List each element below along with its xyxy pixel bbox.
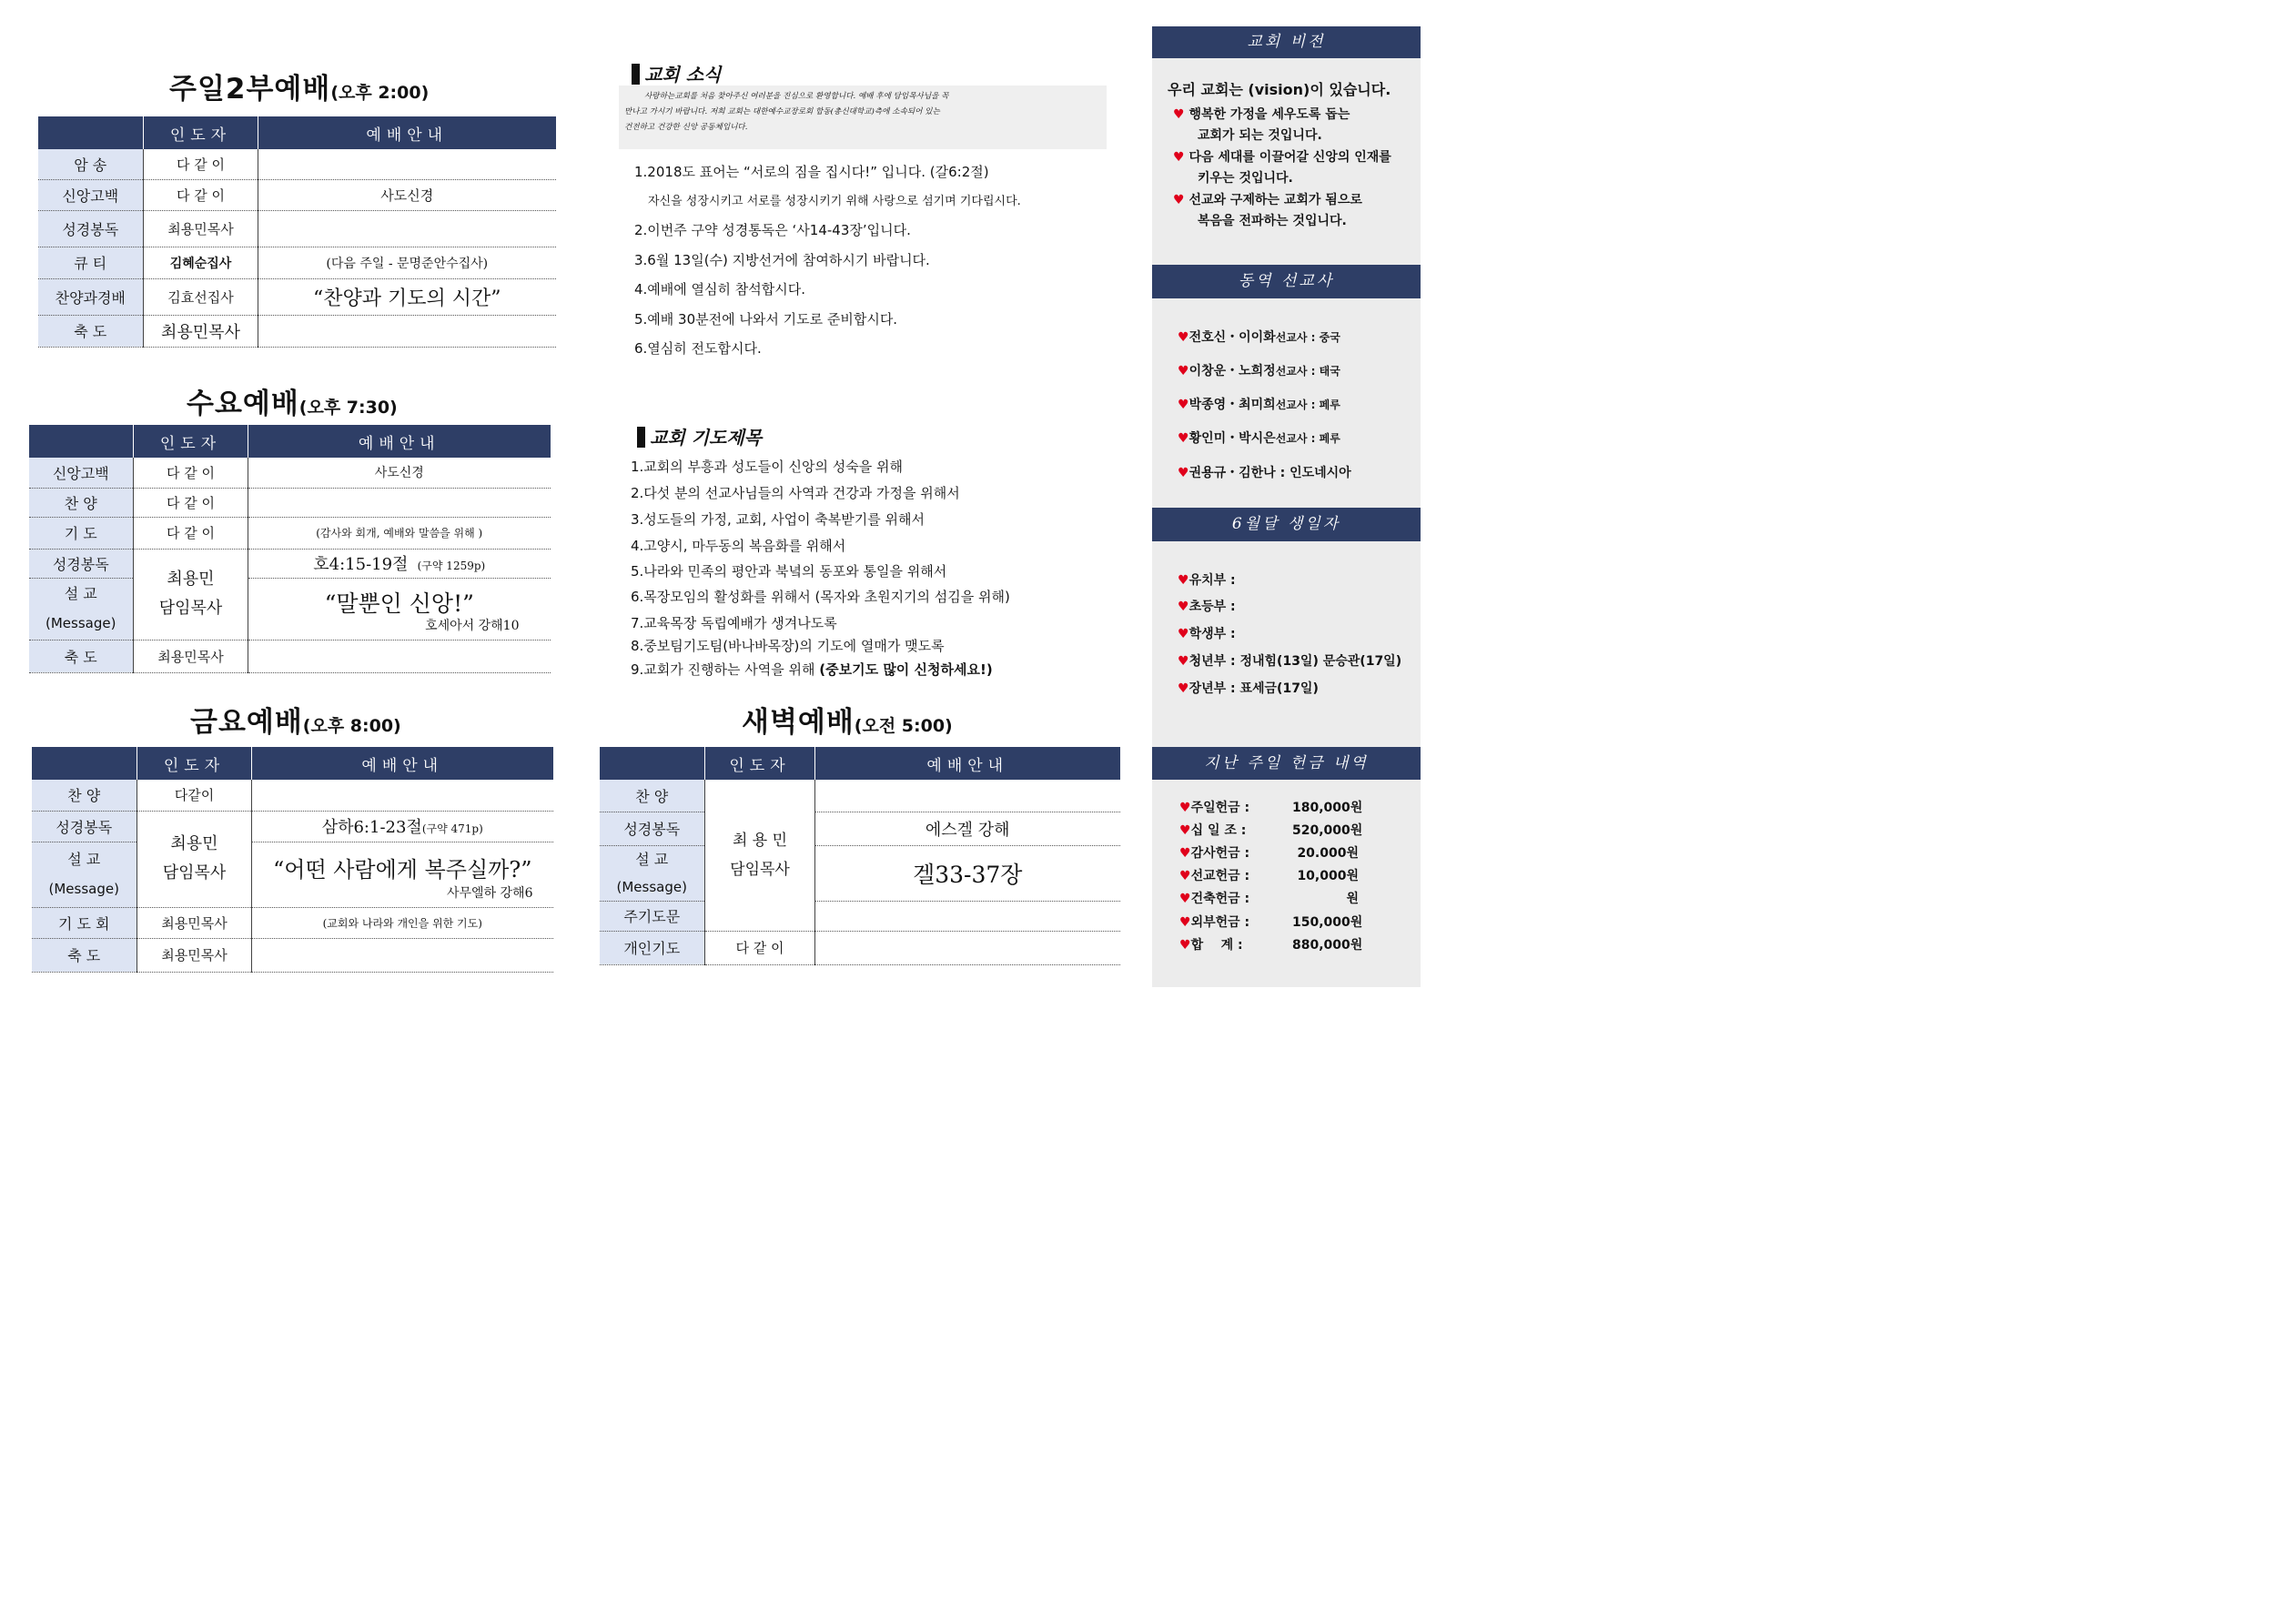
heart-icon: ♥ <box>1179 892 1191 906</box>
sermon-label-en: (Message) <box>46 615 116 631</box>
row-label: 기 도 <box>29 517 134 549</box>
news-heading-text: 교회 소식 <box>644 64 722 86</box>
row-label: 축 도 <box>32 938 137 972</box>
news-item: 자신을 성장시키고 서로를 성장시키기 위해 사랑으로 섬기며 기다립시다. <box>648 195 1021 208</box>
sermon-label <box>600 845 705 901</box>
preacher-title: 담임목사 <box>162 863 227 883</box>
news-item: 1.2018도 표어는 “서로의 짐을 집시다!” 입니다. (갈6:2절) <box>634 164 989 180</box>
friday-title <box>190 699 401 740</box>
sermon-title: 겔33-37장 <box>815 845 1120 901</box>
row-info: (감사와 회개, 예배와 말씀을 위해 ) <box>248 517 551 549</box>
row-leader: 최용민목사 <box>134 640 248 672</box>
heart-icon: ♥ <box>1179 823 1191 838</box>
header-info: 예배안내 <box>248 425 551 458</box>
offering-amount: 10,000원 <box>1297 869 1359 883</box>
sermon-cell <box>248 578 551 640</box>
missionary-field: 선교사 : 페루 <box>1275 432 1340 445</box>
row-info <box>815 780 1120 812</box>
row-label: 큐 티 <box>38 247 144 278</box>
missionary-item <box>1178 429 1340 447</box>
heart-icon: ♥ <box>1178 466 1189 480</box>
row-label: 성경봉독 <box>600 812 705 845</box>
wednesday-table <box>28 425 551 673</box>
row-info: (교회와 나라와 개인을 위한 기도) <box>252 907 553 938</box>
dawn-title <box>742 699 953 740</box>
vision-item <box>1173 190 1362 208</box>
news-intro-line: 만나고 가시기 바랍니다. 저희 교회는 대한예수교장로회 합동(총신대학교)측에 소속되어 있는 <box>624 107 940 116</box>
heart-icon: ♥ <box>1179 801 1191 815</box>
row-info <box>248 488 551 517</box>
friday-time: (오후 8:00) <box>302 716 401 736</box>
birthday-item <box>1178 651 1401 670</box>
vision-title: 교회 비전 <box>1152 26 1421 58</box>
heart-icon: ♥ <box>1173 150 1185 165</box>
prayer-heading-text: 교회 기도제목 <box>650 427 762 449</box>
heart-icon: ♥ <box>1173 193 1185 207</box>
offering-amount: 520,000원 <box>1292 823 1363 838</box>
offering-amount: 180,000원 <box>1292 801 1363 815</box>
row-info: 사도신경 <box>248 458 551 488</box>
birthday-item <box>1178 624 1236 642</box>
sermon-label-en: (Message) <box>48 881 119 897</box>
prayer-item: 2.다섯 분의 선교사님들의 사역과 건강과 가정을 위해서 <box>631 485 960 501</box>
heart-icon: ♥ <box>1178 330 1189 345</box>
sermon-series: 사무엘하 강해6 <box>446 885 533 901</box>
missionary-names: 황인미・박시은 <box>1188 431 1276 446</box>
heart-icon: ♥ <box>1178 654 1189 669</box>
header-info: 예배안내 <box>252 747 553 780</box>
row-label: 신앙고백 <box>29 458 134 488</box>
corner-header <box>38 116 144 149</box>
missionary-field: 선교사 : 중국 <box>1275 331 1340 344</box>
missionary-names: 전호신・이이화 <box>1188 330 1276 345</box>
offering-label: 감사헌금 : <box>1190 846 1250 861</box>
vision-lead: 우리 교회는 (vision)이 있습니다. <box>1168 81 1391 98</box>
row-info <box>258 315 556 347</box>
offering-amount: 원 <box>1346 892 1359 906</box>
offering-label: 선교헌금 : <box>1190 869 1250 883</box>
preacher-cell <box>137 811 252 907</box>
preacher-title: 담임목사 <box>158 599 223 618</box>
vision-item-line: 선교와 구제하는 교회가 됨으로 <box>1188 193 1362 207</box>
sermon-title: “어떤 사람에게 복주실까?” <box>272 856 532 883</box>
vision-item-line: 키우는 것입니다. <box>1198 171 1293 186</box>
row-leader: 다같이 <box>137 780 252 811</box>
row-leader: 최용민목사 <box>144 315 258 347</box>
sunday-title <box>169 66 429 106</box>
sermon-series: 호세아서 강해10 <box>425 618 520 633</box>
row-leader: 최용민목사 <box>144 210 258 247</box>
news-item: 2.이번주 구약 성경통독은 ‘사14-43장’입니다. <box>634 222 911 238</box>
row-leader: 다 같 이 <box>134 458 248 488</box>
scripture: 삼하6:1-23절 <box>321 818 422 837</box>
preacher-cell <box>705 780 815 931</box>
preacher-name: 최용민 <box>167 570 215 589</box>
row-label: 주기도문 <box>600 901 705 931</box>
birthday-item <box>1178 570 1236 589</box>
heart-icon: ♥ <box>1178 573 1189 588</box>
offering-label: 건축헌금 : <box>1190 892 1250 906</box>
row-label: 기 도 회 <box>32 907 137 938</box>
row-info: 에스겔 강해 <box>815 812 1120 845</box>
row-label: 찬 양 <box>600 780 705 812</box>
row-info <box>258 149 556 179</box>
heart-icon: ♥ <box>1178 398 1189 412</box>
corner-header <box>600 747 705 780</box>
row-info <box>252 938 553 972</box>
row-info <box>252 780 553 811</box>
row-info <box>815 901 1120 931</box>
offering-item <box>1179 843 1249 862</box>
offering-item <box>1179 821 1246 839</box>
missionary-field: 선교사 : 페루 <box>1275 398 1340 411</box>
sermon-label-text: 설 교 <box>67 851 101 868</box>
row-label: 찬양과경배 <box>38 278 144 315</box>
vision-item-line: 교회가 되는 것입니다. <box>1198 128 1322 143</box>
missionaries-title: 동역 선교사 <box>1152 265 1421 298</box>
row-label: 축 도 <box>29 640 134 672</box>
header-info: 예배안내 <box>815 747 1120 780</box>
row-label: 성경봉독 <box>32 811 137 842</box>
row-label: 암 송 <box>38 149 144 179</box>
friday-title-text: 금요예배 <box>190 706 303 739</box>
dawn-table <box>599 747 1120 965</box>
sermon-label-text: 설 교 <box>64 585 97 602</box>
sunday-title-text: 주일2부예배 <box>169 73 331 106</box>
missionary-field: 선교사 : 태국 <box>1275 365 1340 378</box>
offering-item <box>1179 889 1249 907</box>
missionary-item <box>1178 328 1340 346</box>
prayer-item: 5.나라와 민족의 평안과 북녘의 동포와 통일을 위해서 <box>631 563 947 580</box>
row-info <box>815 931 1120 964</box>
heart-icon: ♥ <box>1178 627 1189 641</box>
row-leader: 다 같 이 <box>705 931 815 964</box>
row-label: 성경봉독 <box>29 549 134 578</box>
vision-item <box>1173 105 1350 123</box>
row-label: 성경봉독 <box>38 210 144 247</box>
scripture-cell <box>248 549 551 578</box>
prayer-item: 3.성도들의 가정, 교회, 사업이 축복받기를 위해서 <box>631 511 925 528</box>
birthdays-title: 6월달 생일자 <box>1152 508 1421 541</box>
news-intro-line: 사랑하는교회를 처음 찾아주신 여러분을 진심으로 환영합니다. 예배 후에 담임목사님을 꼭 <box>644 92 949 101</box>
prayer-item: 1.교회의 부흥과 성도들이 신앙의 성숙을 위해 <box>631 459 903 475</box>
prayer-item-text: 9.교회가 진행하는 사역을 위해 <box>631 661 815 678</box>
header-info: 예배안내 <box>258 116 556 149</box>
vision-item <box>1173 147 1391 166</box>
birthday-text: 학생부 : <box>1188 627 1236 641</box>
row-info: (다음 주일 - 문명준안수집사) <box>258 247 556 278</box>
birthday-text: 청년부 : 정내힘(13일) 문승관(17일) <box>1188 654 1402 669</box>
heart-icon: ♥ <box>1178 681 1189 696</box>
news-item: 3.6월 13일(수) 지방선거에 참여하시기 바랍니다. <box>634 252 930 268</box>
wednesday-title <box>187 380 398 421</box>
offering-label: 주일헌금 : <box>1190 801 1250 815</box>
row-label: 신앙고백 <box>38 179 144 210</box>
scripture: 호4:15-19절 <box>313 555 409 574</box>
heart-icon: ♥ <box>1178 431 1189 446</box>
row-leader: 다 같 이 <box>134 488 248 517</box>
corner-header <box>29 425 134 458</box>
offering-label: 십 일 조 : <box>1190 823 1247 838</box>
row-leader: 다 같 이 <box>144 179 258 210</box>
birthday-text: 장년부 : 표세금(17일) <box>1188 681 1319 696</box>
offering-label: 합 계 : <box>1190 938 1243 953</box>
prayer-item: 6.목장모임의 활성화를 위해서 (목자와 초원지기의 섬김을 위해) <box>631 589 1010 605</box>
dawn-time: (오전 5:00) <box>854 716 953 736</box>
prayer-item: 4.고양시, 마두동의 복음화를 위해서 <box>631 538 846 554</box>
corner-header <box>32 747 137 780</box>
row-label: 찬 양 <box>29 488 134 517</box>
heart-icon: ♥ <box>1179 846 1191 861</box>
sermon-cell <box>252 842 553 907</box>
row-leader: 다 같 이 <box>134 517 248 549</box>
sunday-table <box>37 116 556 348</box>
row-info: “찬양과 기도의 시간” <box>258 278 556 315</box>
vision-item-line: 복음을 전파하는 것입니다. <box>1198 214 1347 228</box>
wednesday-title-text: 수요예배 <box>187 388 299 420</box>
row-leader: 김효선집사 <box>144 278 258 315</box>
missionary-names: 권용규・김한나 <box>1188 466 1276 480</box>
scripture-page: (구약 1259p) <box>417 560 486 572</box>
scripture-cell <box>252 811 553 842</box>
row-info: 사도신경 <box>258 179 556 210</box>
heart-icon: ♥ <box>1178 600 1189 614</box>
prayer-item-extra: (중보기도 많이 신청하세요!) <box>819 661 993 678</box>
vision-item-line: 다음 세대를 이끌어갈 신앙의 인재를 <box>1188 150 1391 165</box>
offering-item <box>1179 866 1249 884</box>
row-info <box>248 640 551 672</box>
offering-item <box>1179 913 1249 931</box>
missionary-item <box>1178 463 1351 481</box>
scripture-page: (구약 471p) <box>421 822 483 835</box>
sunday-time: (오후 2:00) <box>330 83 430 103</box>
sermon-title: “말뿐인 신앙!” <box>324 590 474 617</box>
news-item: 6.열심히 전도합시다. <box>634 340 762 357</box>
news-intro-box <box>619 86 1107 149</box>
heart-icon: ♥ <box>1179 938 1191 953</box>
heading-bullet <box>632 64 640 85</box>
offering-label: 외부헌금 : <box>1190 915 1250 930</box>
sermon-label <box>32 842 137 907</box>
header-leader: 인도자 <box>134 425 248 458</box>
prayer-heading <box>637 423 762 449</box>
header-leader: 인도자 <box>705 747 815 780</box>
sermon-label <box>29 578 134 640</box>
row-leader: 최용민목사 <box>137 907 252 938</box>
row-info <box>258 210 556 247</box>
row-label: 축 도 <box>38 315 144 347</box>
missionary-names: 박종영・최미희 <box>1188 398 1276 412</box>
wednesday-time: (오후 7:30) <box>298 398 398 418</box>
heart-icon: ♥ <box>1179 869 1191 883</box>
birthday-text: 초등부 : <box>1188 600 1236 614</box>
dawn-title-text: 새벽예배 <box>742 706 855 739</box>
news-intro-line: 건전하고 건강한 신앙 공동체입니다. <box>624 123 748 132</box>
offering-item <box>1179 798 1249 816</box>
prayer-item: 8.중보팀기도팀(바나바목장)의 기도에 열매가 맺도록 <box>631 638 945 654</box>
header-leader: 인도자 <box>137 747 252 780</box>
missionary-field: : 인도네시아 <box>1275 466 1351 480</box>
birthday-item <box>1178 679 1319 697</box>
news-heading <box>632 60 721 86</box>
prayer-item: 7.교육목장 독립예배가 생겨나도록 <box>631 615 837 631</box>
offering-item <box>1179 935 1243 953</box>
birthday-text: 유치부 : <box>1188 573 1236 588</box>
vision-item-line: 행복한 가정을 세우도록 돕는 <box>1188 107 1350 122</box>
offering-title: 지난 주일 헌금 내역 <box>1152 747 1421 780</box>
preacher-name: 최 용 민 <box>732 831 788 850</box>
offering-amount: 880,000원 <box>1292 938 1363 953</box>
row-label: 개인기도 <box>600 931 705 964</box>
offering-amount: 150,000원 <box>1292 915 1363 930</box>
news-item: 4.예배에 열심히 참석합시다. <box>634 281 806 298</box>
row-label: 찬 양 <box>32 780 137 811</box>
preacher-title: 담임목사 <box>730 860 790 879</box>
offering-amount: 20.000원 <box>1297 846 1359 861</box>
row-leader: 김혜순집사 <box>144 247 258 278</box>
missionary-item <box>1178 361 1340 379</box>
heart-icon: ♥ <box>1173 107 1185 122</box>
row-leader: 다 같 이 <box>144 149 258 179</box>
preacher-name: 최용민 <box>170 834 218 853</box>
header-leader: 인도자 <box>144 116 258 149</box>
prayer-item-9 <box>631 660 993 679</box>
sermon-label-en: (Message) <box>616 878 687 895</box>
sermon-label-text: 설 교 <box>635 850 669 868</box>
heading-bullet <box>637 427 645 448</box>
heart-icon: ♥ <box>1178 364 1189 378</box>
row-leader: 최용민목사 <box>137 938 252 972</box>
missionary-names: 이창운・노희정 <box>1188 364 1276 378</box>
preacher-cell <box>134 549 248 640</box>
friday-table <box>31 747 553 973</box>
missionary-item <box>1178 395 1340 413</box>
news-item: 5.예배 30분전에 나와서 기도로 준비합시다. <box>634 311 898 328</box>
heart-icon: ♥ <box>1179 915 1191 930</box>
birthday-item <box>1178 597 1236 615</box>
